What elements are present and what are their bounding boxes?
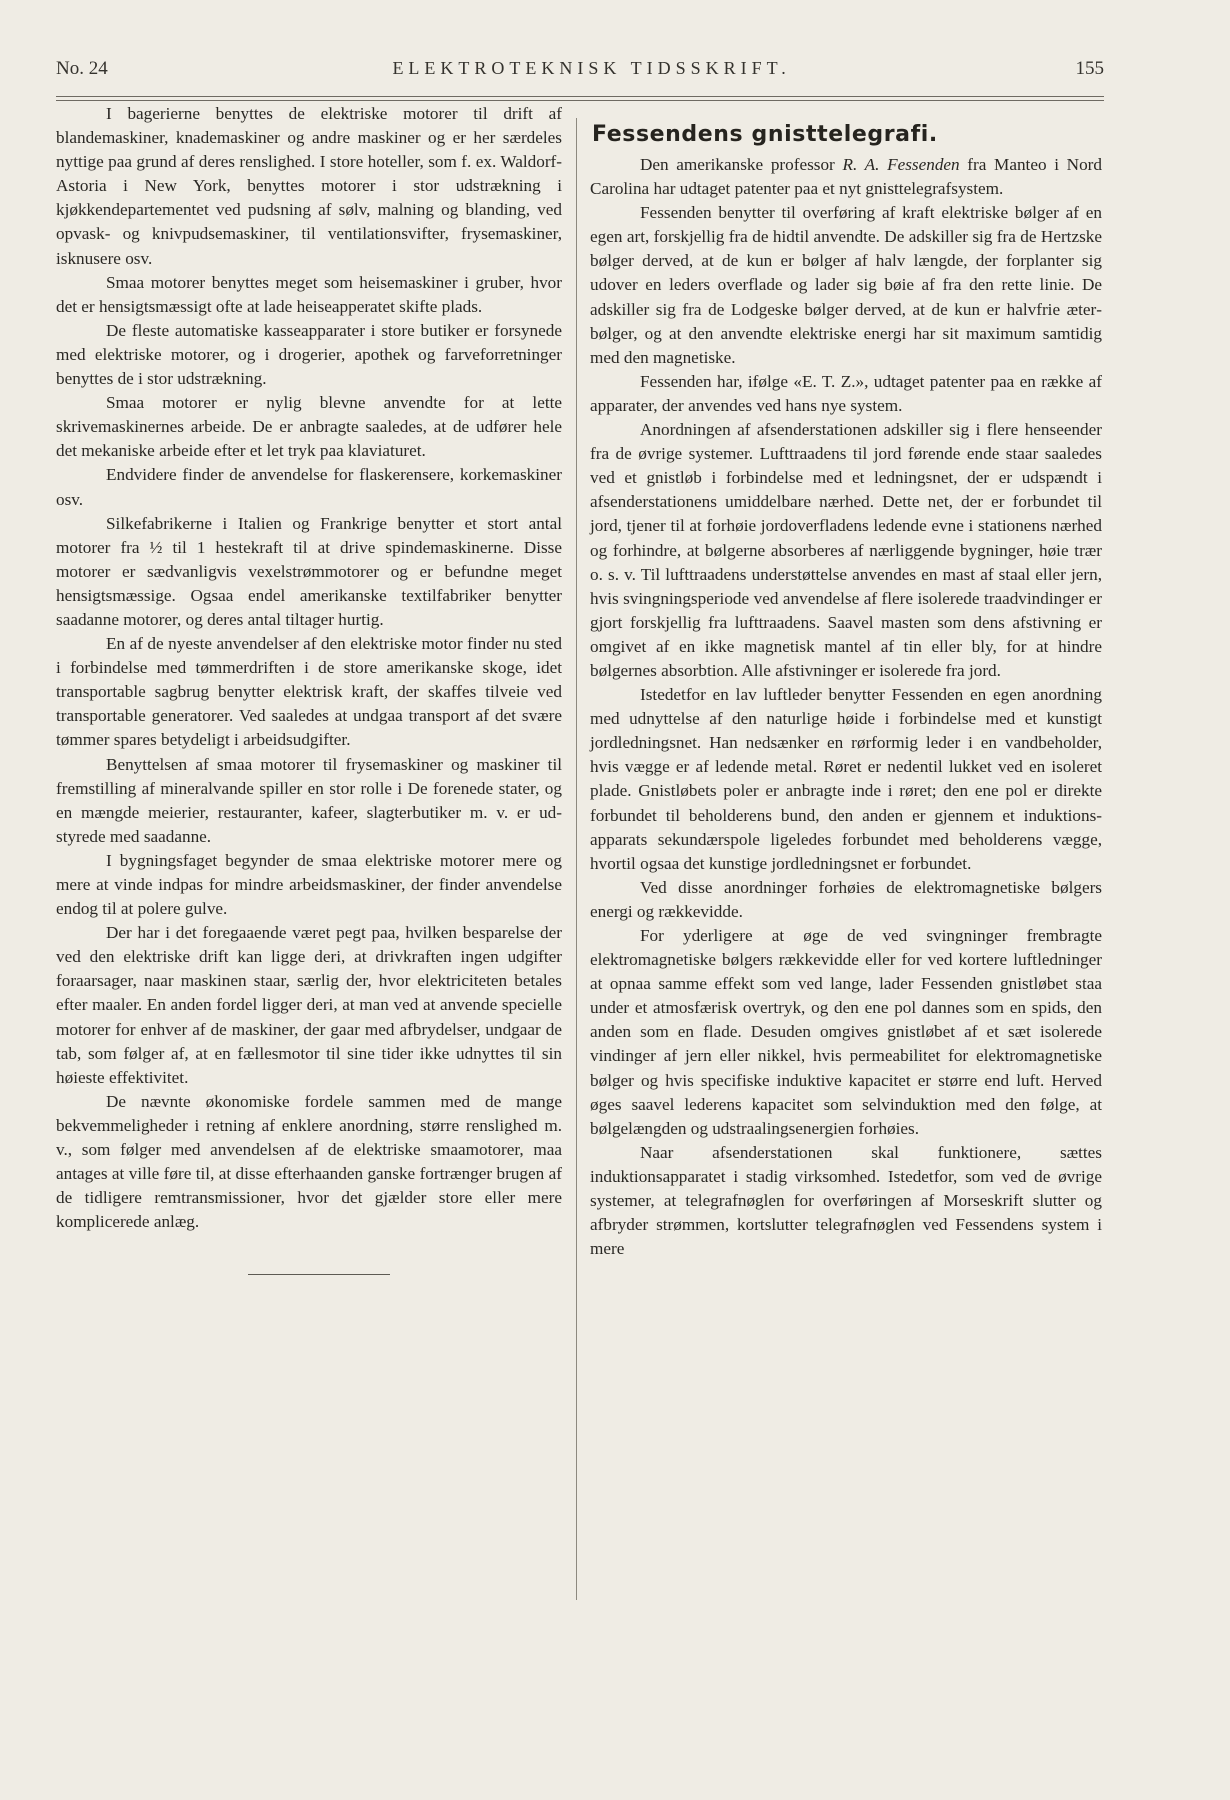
author-name: R. A. Fessenden: [842, 155, 960, 174]
paragraph: I bygningsfaget begynder de smaa elektriske motorer mere og mere at vinde indpas for mindre arbeidsmaskiner, der finder anvendelse endog til at polere gulve.: [56, 850, 562, 919]
paragraph: Smaa motorer benyttes meget som heisemaskiner i gruber, hvor det er hensigtsmæssigt ofte at lade heiseapperatet skifte plads.: [56, 272, 562, 316]
paragraph: De nævnte økonomiske fordele sammen med de mange bekvemmeligheder i retning af enklere anordning, større renslighed m. v., som følger med anvendelsen af de elektriske smaamotorer, maa antages at ville føre til, at disse efterhaanden ganske fortrænger brugen af de tidligere remtransmissioner, hvor det gjælder store eller mere komplicerede anlæg.: [56, 1091, 562, 1232]
header-rule-top: [56, 96, 1104, 97]
article-title: Fessendens gnisttelegrafi.: [592, 122, 938, 147]
journal-title: ELEKTROTEKNISK TIDSSKRIFT.: [392, 58, 791, 78]
paragraph: Endvidere finder de anvendelse for flaskerensere, korkemaskiner osv.: [56, 465, 562, 509]
paragraph: En af de nyeste anvendelser af den elektriske motor finder nu sted i forbindelse med tømmerdriften i de store amerikanske skoge, idet transportable sagbrug benytter elektrisk kraft, der skaffes tilveie ved transportable generatorer. Ved saaledes at undgaa transport af det svære tømmer spares betydeligt i arbeidsudgifter.: [56, 634, 562, 750]
column-divider: [576, 118, 577, 1600]
paragraph: Anordningen af afsenderstationen adskiller sig i flere henseender fra de øvrige systemer. Lufttraadens til jord førende ende staar saaledes ved et gnistløb i forbindelse med et ledningsnet, der er udspændt i afsenderstationens umiddelbare nærhed. Dette net, der er forbundet til jord, tjener til at forhøie jordoverfladens ledende evne i stationens nærhed og forhindre, at bølgerne absorberes af nærliggende bygninger, høie trær o. s. v. Til lufttraadens understøttelse anvendes en mast af staal eller jern, hvis svingningsperiode ved anvendelse af flere isolerede traadvindinger er gjort forskjellig fra lufttraadens. Saavel masten som dens afstivning er omgivet af en ikke magnetisk mantel af tin eller bly, for at hindre bølgernes absorbtion. Alle afstivninger er isolerede fra jord.: [590, 420, 1102, 680]
intro-paragraph: [590, 153, 1102, 201]
issue-number: No. 24: [56, 58, 108, 79]
page-number: 155: [1075, 58, 1104, 79]
paragraph: Naar afsenderstationen skal funktionere, sættes induktionsapparatet i stadig virksomhed. Istedetfor, som ved de øvrige systemer, at telegrafnøglen for overføringen af Morseskrift slutter og afbryder strømmen, kortslutter telegrafnøglen ved Fessendens system i mere: [590, 1142, 1102, 1259]
right-column: [590, 100, 1102, 1261]
left-column: [56, 100, 562, 1275]
paragraph: For yderligere at øge de ved svingninger frembragte elektromagnetiske bølgers rækkevidde eller for ved kortere luftledninger at opnaa samme effekt som ved lange, lader Fessenden gnistløbet staa under et atmosfærisk overtryk, og den ene pol dannes som en spids, den anden som en flade. Desuden omgives gnistløbet af et sæt isolerede vindinger af jern eller nikkel, hvis permeabilitet for elektromagnetiske bølger og hvis specifiske induktive kapacitet er større end luft. Herved øges saavel lederens kapacitet som selvinduktion med den følge, at bølgelængden og udstraalingsenergien forhøies.: [590, 926, 1102, 1138]
paragraph: Benyttelsen af smaa motorer til frysemaskiner og maskiner til fremstilling af mineralvande spiller en stor rolle i De forenede stater, og en mængde meierier, restauranter, kafeer, slagterbutiker m. v. er udstyrede med saadanne.: [56, 754, 562, 846]
intro-text-end: fra Manteo i Nord Carolina har udtaget patenter paa et nyt gnisttelegrafsystem.: [590, 155, 1102, 199]
running-header: [56, 58, 1104, 80]
paragraph: Smaa motorer er nylig blevne anvendte for at lette skrivemaskinernes arbeide. De er anbragte saaledes, at de udfører hele det mekaniske arbeide efter et let tryk paa klaviaturet.: [56, 393, 562, 461]
intro-text: Den amerikanske professor: [640, 155, 843, 174]
paragraph: Fessenden benytter til overføring af kraft elektriske bølger af en egen art, forskjellig fra de hidtil anvendte. De adskiller sig fra de Hertzske bølger derved, at de kun er bølger af halv længde, der forplanter sig udover en leders overflade og lader sig bøie af fra den rette linie. De adskiller sig fra de Lodgeske bølger derved, at de kun er halvfrie æterbølger, og at den anvendte elektriske energi har sit maximum samtidig med den magnetiske.: [590, 203, 1102, 367]
paragraph: Istedetfor en lav luftleder benytter Fessenden en egen anordning med udnyttelse af den naturlige høide i forbindelse med et kunstigt jordledningsnet. Han nedsænker en rørformig leder i en vandbeholder, hvis vægge er af ledende metal. Røret er nedentil lukket ved en isoleret plade. Gnistløbets poler er anbragte inde i røret; den ene pol er direkte forbundet til beholderens bund, den anden er gjennem et induktionsapparats sekundærspole ligeledes forbundet med beholderens vægge, hvortil ogsaa det kunstige jordledningsnet er forbundet.: [590, 685, 1102, 873]
paragraph: I bagerierne benyttes de elektriske motorer til drift af blandemaskiner, knademaskiner og andre maskiner og er her særdeles nyttige paa grund af deres renslighed. I store hoteller, som f. ex. Waldorf-Astoria i New York, benyttes motorer i stor udstrækning i kjøkkendepartementet ved pudsning af sølv, malning og blanding, ved opvask- og knivpudsemaskiner, til ventilationsvifter, frysemaskiner, isknusere osv.: [56, 104, 562, 268]
paragraph: Fessenden har, ifølge «E. T. Z.», udtaget patenter paa en række af apparater, der anvendes ved hans nye system.: [590, 371, 1102, 415]
paragraph: Der har i det foregaaende været pegt paa, hvilken besparelse der ved den elektriske drift kan ligge deri, at drivkraften ingen udgifter foraarsager, naar maskinen staar, særlig der, hvor elektriciteten betales efter maaler. En anden fordel ligger deri, at man ved at anvende specielle motorer for enhver af de maskiner, der gaar med afbrydelser, undgaar de tab, som følger af, at en fællesmotor til sine tider ikke udnyttes til sin høieste effektivitet.: [56, 923, 562, 1087]
article-end-rule: [248, 1274, 390, 1275]
paragraph: Ved disse anordninger forhøies de elektromagnetiske bølgers energi og rækkevidde.: [590, 877, 1102, 921]
paragraph: Silkefabrikerne i Italien og Frankrige benytter et stort antal motorer fra ½ til 1 hestekraft til at drive spindemaskinerne. Disse motorer er sædvanligvis vexelstrømmotorer og er befundne meget hensigtsmæssige. Ogsaa endel amerikanske textilfabriker benytter saadanne motorer, og deres antal tiltager hurtig.: [56, 513, 562, 629]
paragraph: De fleste automatiske kasseapparater i store butiker er forsynede med elektriske motorer, og i drogerier, apothek og farveforretninger benyttes de i stor udstrækning.: [56, 320, 562, 389]
